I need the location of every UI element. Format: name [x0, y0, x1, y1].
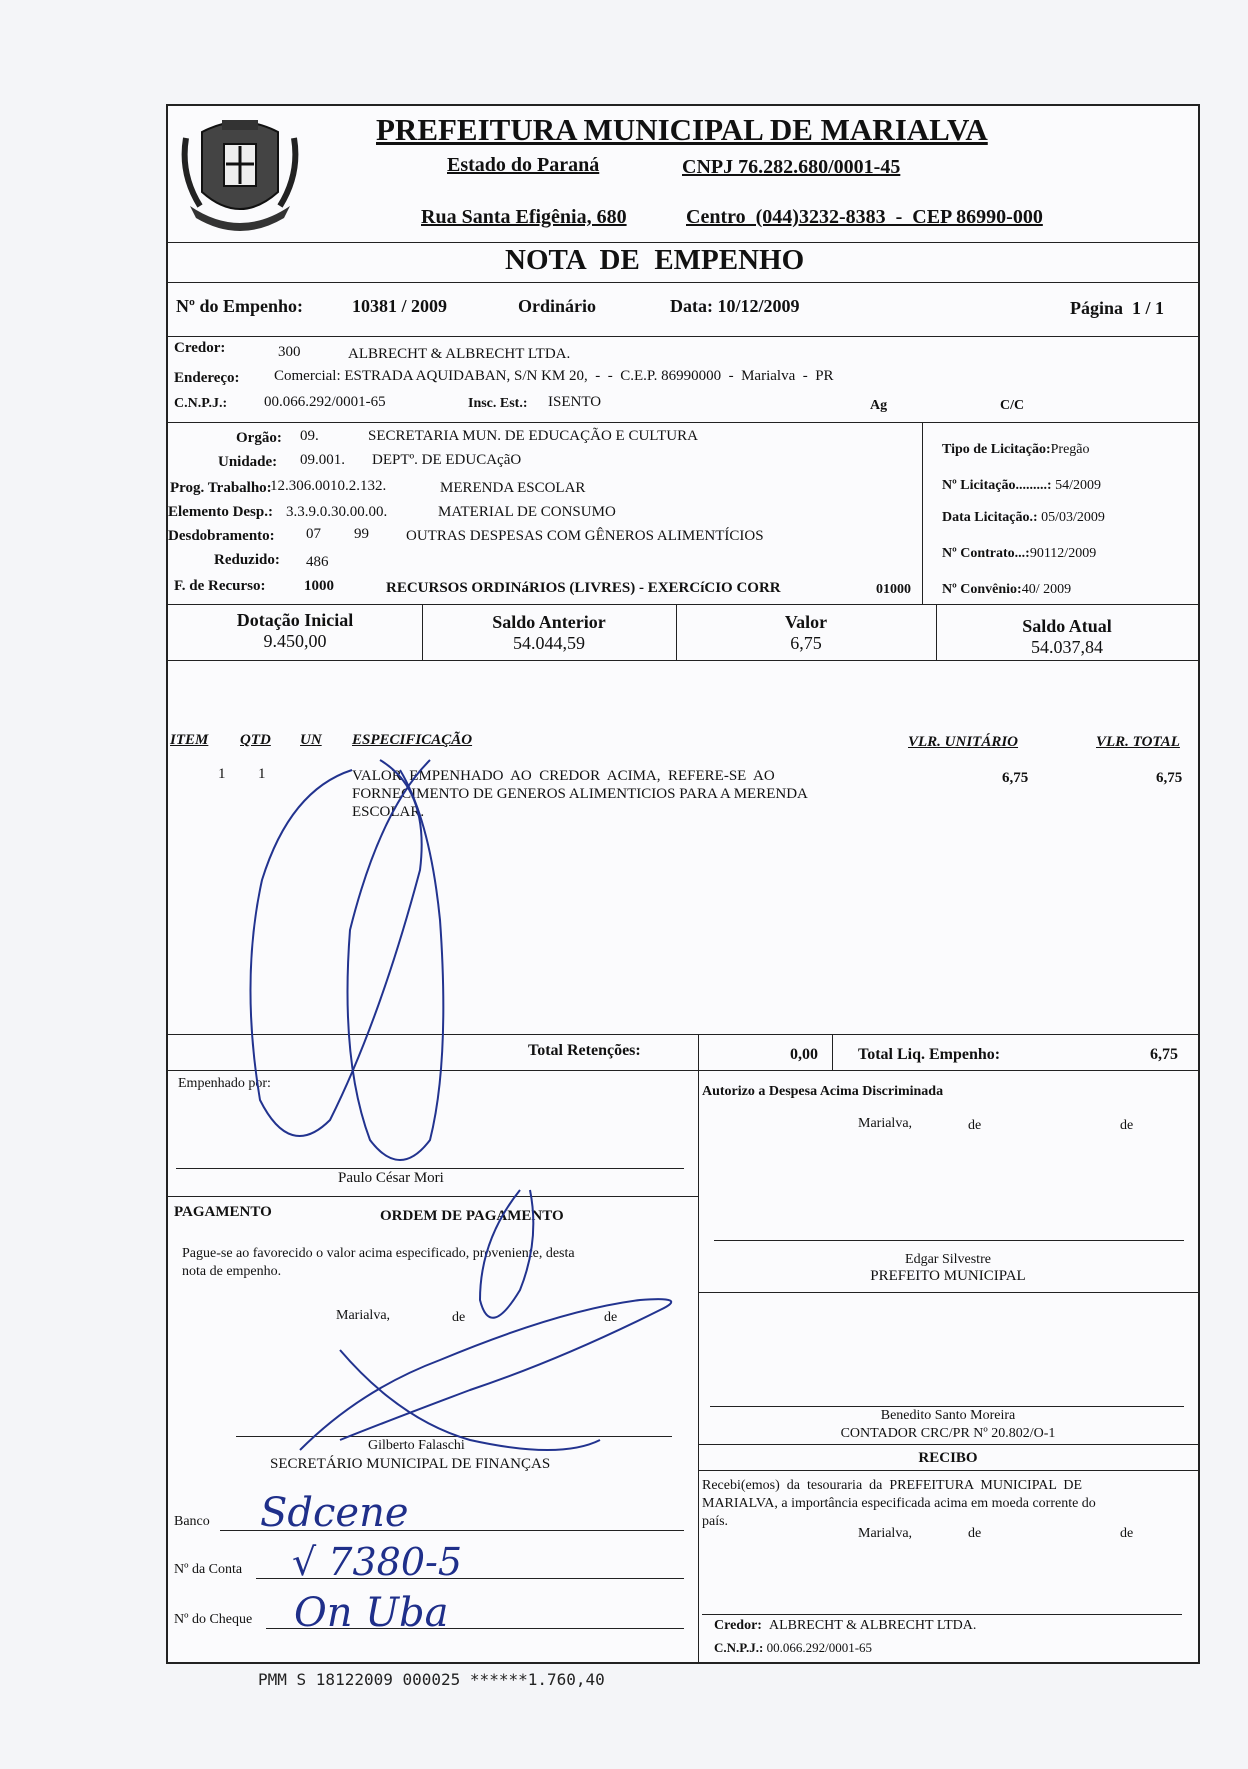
recibo-title: RECIBO: [918, 1450, 978, 1466]
item-spec-line3: ESCOLAR.: [352, 804, 425, 820]
licitacao-data: Data Licitação.: 05/03/2009: [942, 510, 1105, 525]
credor-label: Credor:: [174, 340, 226, 356]
recibo-de2: de: [1120, 1526, 1134, 1541]
header-cnpj: CNPJ 76.282.680/0001-45: [682, 156, 901, 178]
desd-name: OUTRAS DESPESAS COM GÊNEROS ALIMENTÍCIOS: [406, 528, 764, 544]
handwritten-cheque: On Uba: [294, 1590, 449, 1636]
handwritten-banco: Sdcene: [260, 1490, 409, 1536]
orgao-code: 09.: [300, 428, 319, 444]
balance-saldo-anterior: Saldo Anterior 54.044,59: [492, 612, 606, 653]
recurso-label: F. de Recurso:: [174, 578, 266, 594]
reduzido-label: Reduzido:: [214, 552, 280, 568]
left-de1: de: [452, 1310, 466, 1325]
prog-label: Prog. Trabalho:: [170, 480, 272, 496]
recibo-line3: país.: [702, 1514, 729, 1529]
item-unit-value: 6,75: [1002, 770, 1029, 786]
desd-label: Desdobramento:: [168, 528, 275, 544]
empenho-type: Ordinário: [518, 296, 597, 316]
cheque-label: Nº do Cheque: [174, 1612, 253, 1627]
contador-name: Benedito Santo Moreira: [880, 1408, 1016, 1423]
balance-saldo-atual: Saldo Atual 54.037,84: [1022, 616, 1112, 657]
insc-value: ISENTO: [548, 394, 602, 410]
retencoes-label: Total Retenções:: [528, 1042, 641, 1059]
secretario-name: Gilberto Falaschi: [368, 1438, 465, 1453]
empenho-number: 10381 / 2009: [352, 296, 448, 316]
unidade-label: Unidade:: [218, 454, 278, 470]
empenho-date: Data: 10/12/2009: [670, 296, 800, 316]
nota-de-empenho-form: [166, 104, 1200, 1664]
prefeito-name: Edgar Silvestre: [905, 1252, 991, 1267]
page-number: Página 1 / 1: [1070, 298, 1165, 318]
elem-code: 3.3.9.0.30.00.00.: [286, 504, 388, 520]
recibo-line2: MARIALVA, a importância especificada acima em moeda corrente do: [702, 1496, 1096, 1511]
desd-code1: 07: [306, 526, 321, 542]
col-total-value: VLR. TOTAL: [1096, 734, 1180, 750]
licitacao-tipo: Tipo de Licitação:Pregão: [942, 442, 1090, 457]
empenho-label: Nº do Empenho:: [176, 296, 303, 316]
right-de2: de: [1120, 1118, 1134, 1133]
licitacao-numero: Nº Licitação.........: 54/2009: [942, 478, 1101, 493]
pague-line2: nota de empenho.: [182, 1264, 282, 1279]
header-title: PREFEITURA MUNICIPAL DE MARIALVA: [376, 112, 988, 147]
col-unit-value: VLR. UNITÁRIO: [908, 734, 1019, 750]
header-contact: Centro (044)3232-8383 - CEP 86990-000: [686, 206, 1043, 228]
item-number: 1: [218, 766, 226, 782]
item-spec-line1: VALOR EMPENHADO AO CREDOR ACIMA, REFERE-SE AO: [352, 768, 775, 784]
prog-name: MERENDA ESCOLAR: [440, 480, 586, 496]
left-de2: de: [604, 1310, 618, 1325]
recibo-place: Marialva,: [858, 1526, 913, 1541]
ag-label: Ag: [870, 398, 888, 413]
recurso-name: RECURSOS ORDINáRIOS (LIVRES) - EXERCíCIO CORR: [386, 580, 781, 596]
orgao-name: SECRETARIA MUN. DE EDUCAÇÃO E CULTURA: [368, 428, 698, 444]
banco-label: Banco: [174, 1514, 210, 1529]
recurso-code: 1000: [304, 578, 334, 594]
col-spec: ESPECIFICAÇÃO: [352, 732, 473, 748]
recibo-line1: Recebi(emos) da tesouraria da PREFEITURA MUNICIPAL DE: [702, 1478, 1083, 1493]
recibo-credor: Credor: ALBRECHT & ALBRECHT LTDA.: [714, 1618, 977, 1633]
recibo-de1: de: [968, 1526, 982, 1541]
credor-address: Comercial: ESTRADA AQUIDABAN, S/N KM 20, - - C.E.P. 86990000 - Marialva - PR: [274, 368, 834, 384]
liquido-label: Total Liq. Empenho:: [858, 1046, 1001, 1063]
cashier-stamp: PMM S 18122009 000025 ******1.760,40: [258, 1670, 605, 1689]
secretario-title: SECRETÁRIO MUNICIPAL DE FINANÇAS: [270, 1456, 551, 1472]
retencoes-value: 0,00: [790, 1046, 818, 1063]
col-qtd: QTD: [240, 732, 271, 748]
left-place: Marialva,: [336, 1308, 391, 1323]
handwritten-conta: √ 7380-5: [292, 1540, 463, 1584]
unidade-code: 09.001.: [300, 452, 345, 468]
coat-of-arms-icon: [180, 114, 300, 238]
contador-title: CONTADOR CRC/PR Nº 20.802/O-1: [840, 1426, 1056, 1441]
recibo-cnpj: C.N.P.J.: 00.066.292/0001-65: [714, 1640, 873, 1655]
desd-code2: 99: [354, 526, 369, 542]
orgao-label: Orgão:: [236, 430, 282, 446]
col-item: ITEM: [170, 732, 209, 748]
cc-label: C/C: [1000, 398, 1025, 413]
header-address: Rua Santa Efigênia, 680: [421, 206, 627, 228]
insc-label: Insc. Est.:: [468, 396, 528, 411]
conta-label: Nº da Conta: [174, 1562, 243, 1577]
contrato-numero: Nº Contrato...:90112/2009: [942, 546, 1097, 561]
right-place: Marialva,: [858, 1116, 913, 1131]
item-spec-line2: FORNECIMENTO DE GENEROS ALIMENTICIOS PARA A MERENDA: [352, 786, 808, 802]
header-state: Estado do Paraná: [447, 154, 600, 176]
reduzido-value: 486: [306, 554, 329, 570]
credor-name: ALBRECHT & ALBRECHT LTDA.: [348, 346, 571, 362]
pagamento-label: PAGAMENTO: [174, 1204, 272, 1220]
balance-dotacao: Dotação Inicial 9.450,00: [236, 610, 354, 651]
empenhado-name: Paulo César Mori: [338, 1170, 444, 1186]
recurso-number: 01000: [876, 582, 911, 597]
credor-code: 300: [278, 344, 301, 360]
ordem-pagamento-label: ORDEM DE PAGAMENTO: [380, 1208, 564, 1224]
item-qty: 1: [258, 766, 266, 782]
elem-name: MATERIAL DE CONSUMO: [438, 504, 616, 520]
col-un: UN: [300, 732, 322, 748]
cnpj-label: C.N.P.J.:: [174, 396, 228, 411]
item-total-value: 6,75: [1156, 770, 1183, 786]
prog-code: 12.306.0010.2.132.: [270, 478, 387, 494]
prefeito-title: PREFEITO MUNICIPAL: [870, 1268, 1026, 1284]
unidade-name: DEPTº. DE EDUCAçãO: [372, 452, 522, 468]
pague-line1: Pague-se ao favorecido o valor acima especificado, proveniente, desta: [182, 1246, 575, 1261]
address-label: Endereço:: [174, 370, 240, 386]
doc-title: NOTA DE EMPENHO: [505, 244, 805, 276]
convenio-numero: Nº Convênio:40/ 2009: [942, 582, 1072, 597]
empenhado-label: Empenhado por:: [178, 1076, 271, 1091]
right-de1: de: [968, 1118, 982, 1133]
elem-label: Elemento Desp.:: [168, 504, 273, 520]
autorizo-text: Autorizo a Despesa Acima Discriminada: [702, 1084, 944, 1099]
credor-cnpj: 00.066.292/0001-65: [264, 394, 386, 410]
balance-valor: Valor 6,75: [784, 612, 828, 653]
liquido-value: 6,75: [1150, 1046, 1178, 1063]
